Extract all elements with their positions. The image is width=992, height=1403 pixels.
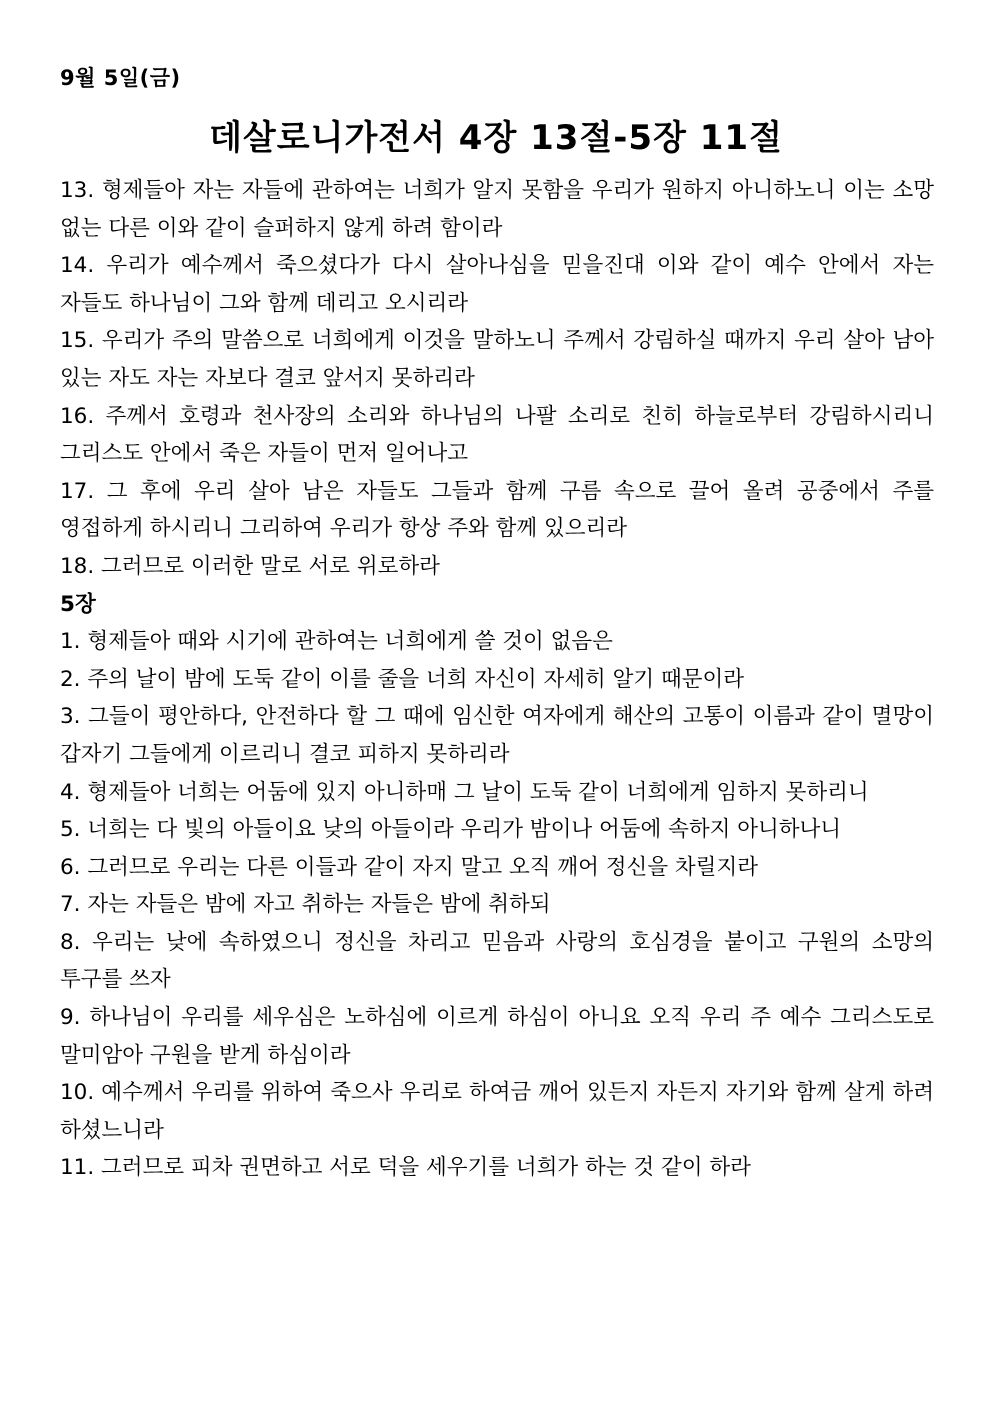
verse-5-3: 3. 그들이 평안하다, 안전하다 할 그 때에 임신한 여자에게 해산의 고통이 이름과 같이 멸망이 갑자기 그들에게 이르리니 결코 피하지 못하리라 (60, 704, 934, 767)
verse-5-10: 10. 예수께서 우리를 위하여 죽으사 우리로 하여금 깨어 있든지 자든지 자기와 함께 살게 하려 하셨느니라 (60, 1080, 934, 1143)
verse-4-14: 14. 우리가 예수께서 죽으셨다가 다시 살아나심을 믿을진대 이와 같이 예수 안에서 자는 자들도 하나님이 그와 함께 데리고 오시리라 (60, 253, 934, 316)
verse-5-2: 2. 주의 날이 밤에 도둑 같이 이를 줄을 너희 자신이 자세히 알기 때문이라 (60, 666, 745, 692)
verse-5-7: 7. 자는 자들은 밤에 자고 취하는 자들은 밤에 취하되 (60, 892, 551, 918)
passage-body (60, 172, 934, 1187)
verse-4-18: 18. 그러므로 이러한 말로 서로 위로하라 (60, 553, 440, 579)
verse-5-4: 4. 형제들아 너희는 어둠에 있지 아니하매 그 날이 도둑 같이 너희에게 임하지 못하리니 (60, 779, 869, 805)
verse-4-13: 13. 형제들아 자는 자들에 관하여는 너희가 알지 못함을 우리가 원하지 아니하노니 이는 소망 없는 다른 이와 같이 슬퍼하지 않게 하려 함이라 (60, 178, 934, 241)
chapter-heading: 5장 (60, 591, 96, 617)
verse-4-15: 15. 우리가 주의 말씀으로 너희에게 이것을 말하노니 주께서 강림하실 때까지 우리 살아 남아 있는 자도 자는 자보다 결코 앞서지 못하리라 (60, 328, 934, 391)
passage-title: 데살로니가전서 4장 13절-5장 11절 (209, 118, 783, 158)
verse-5-11: 11. 그러므로 피차 권면하고 서로 덕을 세우기를 너희가 하는 것 같이 하라 (60, 1155, 751, 1181)
verse-5-1: 1. 형제들아 때와 시기에 관하여는 너희에게 쓸 것이 없음은 (60, 629, 613, 655)
date-label: 9월 5일(금) (60, 66, 181, 90)
verse-5-9: 9. 하나님이 우리를 세우심은 노하심에 이르게 하심이 아니요 오직 우리 주 예수 그리스도로 말미암아 구원을 받게 하심이라 (60, 1005, 934, 1068)
verse-4-17: 17. 그 후에 우리 살아 남은 자들도 그들과 함께 구름 속으로 끌어 올려 공중에서 주를 영접하게 하시리니 그리하여 우리가 항상 주와 함께 있으리라 (60, 478, 934, 542)
verse-5-6: 6. 그러므로 우리는 다른 이들과 같이 자지 말고 오직 깨어 정신을 차릴지라 (60, 854, 758, 880)
verse-4-16: 16. 주께서 호령과 천사장의 소리와 하나님의 나팔 소리로 친히 하늘로부터 강림하시리니 그리스도 안에서 죽은 자들이 먼저 일어나고 (60, 403, 934, 467)
verse-5-8: 8. 우리는 낮에 속하였으니 정신을 차리고 믿음과 사랑의 호심경을 붙이고 구원의 소망의 투구를 쓰자 (60, 929, 934, 993)
verse-5-5: 5. 너희는 다 빛의 아들이요 낮의 아들이라 우리가 밤이나 어둠에 속하지 아니하나니 (60, 817, 842, 843)
